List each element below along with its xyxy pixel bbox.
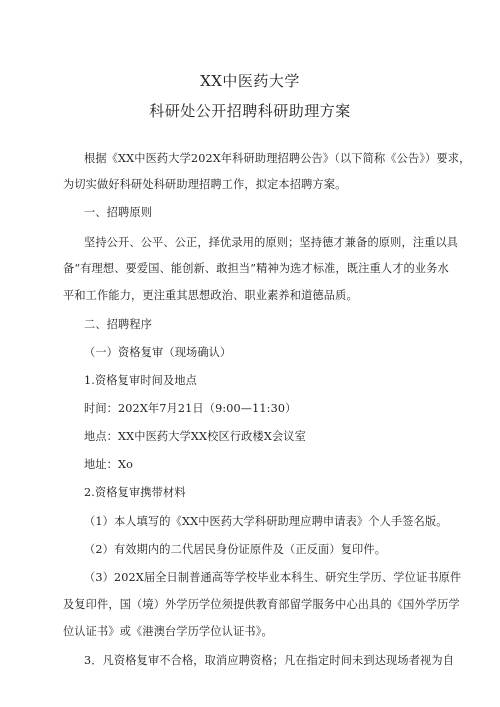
- subsection1-heading: （一）资格复审（现场确认）: [84, 346, 232, 359]
- item2-material-1: （1）本人填写的《XX中医药大学科研助理应聘申请表》个人手签名版。: [84, 515, 448, 528]
- section1-line-1: 坚持公开、公平、公正，择优录用的原则；坚持德才兼备的原则，注重以具: [84, 236, 459, 249]
- item2-material-2: （2）有效期内的二代居民身份证原件及（正反面）复印件。: [84, 543, 387, 556]
- item2-heading: 2.资格复审携带材料: [84, 486, 186, 499]
- document-title-line2: 科研处公开招聘科研助理方案: [149, 102, 351, 120]
- section1-heading: 一、招聘原则: [84, 206, 153, 219]
- document-title-line1: XX中医药大学: [200, 72, 300, 90]
- intro-line-1: 根据《XX中医药大学202X年科研助理招聘公告》（以下简称《公告》）要求，: [84, 152, 471, 165]
- section1-line-3: 平和工作能力，更注重其思想政治、职业素养和道德品质。: [63, 289, 358, 302]
- item1-address: 地址：Xo: [84, 458, 134, 471]
- intro-line-2: 为切实做好科研处科研助理招聘工作，拟定本招聘方案。: [63, 178, 347, 191]
- item2-material-3-line-1: （3）202X届全日制普通高等学校毕业本科生、研究生学历、学位证书原件: [84, 571, 462, 584]
- section1-line-2: 备“有理想、要爱国、能创新、敢担当”精神为选才标准，既注重人才的业务水: [63, 262, 449, 275]
- item1-place: 地点：XX中医药大学XX校区行政楼X会议室: [84, 430, 306, 443]
- item3-line-1: 3．凡资格复审不合格，取消应聘资格；凡在指定时间未到达现场者视为自: [84, 654, 455, 667]
- section2-heading: 二、招聘程序: [84, 318, 153, 331]
- item1-time: 时间：202X年7月21日（9:00—11:30）: [84, 402, 297, 415]
- item2-material-3-line-2: 及复印件，国（境）外学历学位须提供教育部留学服务中心出具的《国外学历学: [63, 598, 460, 611]
- item2-material-3-line-3: 位认证书》或《港澳台学历学位认证书》。: [63, 625, 273, 638]
- item1-heading: 1.资格复审时间及地点: [84, 374, 198, 387]
